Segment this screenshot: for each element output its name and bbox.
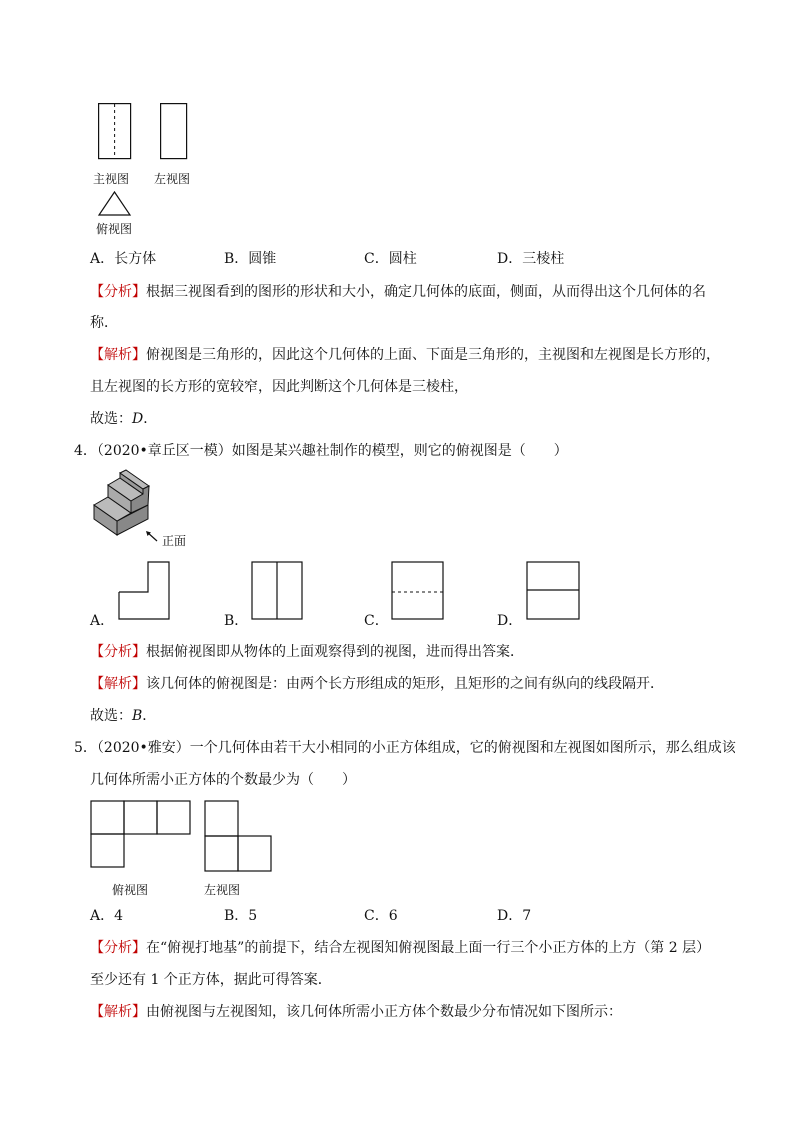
q5-analysis: 【分析】在“俯视打地基”的前提下，结合左视图知俯视图最上面一行三个小正方体的上方（第 2 层） [90,940,711,956]
solution-tag: 【解析】 [90,676,146,692]
analysis-tag: 【分析】 [90,644,146,660]
q3-front-view-figure [98,103,132,161]
q4-option-d-figure [526,561,582,621]
q3-analysis-cont: 称． [90,315,118,331]
q4-option-a-letter[interactable]: A． [90,613,115,629]
q3-top-view-label: 俯视图 [96,222,133,236]
q3-option-c[interactable]: C．圆柱 [364,251,417,267]
q3-left-view-figure [160,103,188,161]
q4-option-c-figure [391,561,445,621]
q4-analysis: 【分析】根据俯视图即从物体的上面观察得到的视图，进而得出答案． [90,644,524,660]
q5-solution: 【解析】由俯视图与左视图知，该几何体所需小正方体个数最少分布情况如下图所示： [90,1004,622,1020]
q3-left-view-label: 左视图 [154,172,191,186]
q5-option-c[interactable]: C．6 [364,908,398,924]
q4-option-b-letter[interactable]: B． [224,613,249,629]
q4-answer: 故选：B． [90,708,157,724]
q3-option-b[interactable]: B．圆锥 [224,251,277,267]
q5-analysis-cont: 至少还有 1 个正方体，据此可得答案． [90,972,332,988]
q3-solution-cont: 且左视图的长方形的宽较窄，因此判断这个几何体是三棱柱， [90,379,468,395]
q3-solution: 【解析】俯视图是三角形的，因此这个几何体的上面、下面是三角形的，主视图和左视图是长方形的， [90,347,720,363]
q3-option-d[interactable]: D．三棱柱 [497,251,565,267]
q4-option-b-figure [251,561,305,621]
solution-tag: 【解析】 [90,347,146,363]
q4-option-c-letter[interactable]: C． [364,613,389,629]
q3-answer: 故选：D． [90,411,158,427]
q5-top-view-figure [90,800,192,870]
q4-front-label: 正面 [162,534,187,548]
q5-option-a[interactable]: A．4 [90,908,124,924]
solution-tag: 【解析】 [90,1004,146,1020]
q5-stem-cont: 几何体所需小正方体的个数最少为（ ） [90,772,356,788]
q3-option-a[interactable]: A．长方体 [90,251,157,267]
q3-analysis: 【分析】根据三视图看到的图形的形状和大小，确定几何体的底面，侧面，从而得出这个几何体的名 [90,284,706,300]
q5-left-view-label: 左视图 [204,883,241,897]
q3-top-view-figure [98,191,132,217]
q5-left-view-figure [204,800,274,874]
analysis-tag: 【分析】 [90,284,146,300]
front-arrow-icon [145,530,159,542]
analysis-tag: 【分析】 [90,940,146,956]
q4-model-figure [92,472,154,538]
q4-stem: 4．（2020•章丘区一模）如图是某兴趣社制作的模型，则它的俯视图是（ ） [74,443,568,459]
q5-top-view-label: 俯视图 [112,883,149,897]
q5-option-b[interactable]: B．5 [224,908,258,924]
q5-option-d[interactable]: D．7 [497,908,532,924]
q4-solution: 【解析】该几何体的俯视图是：由两个长方形组成的矩形，且矩形的之间有纵向的线段隔开． [90,676,664,692]
q4-option-d-letter[interactable]: D． [497,613,523,629]
q5-stem: 5．（2020•雅安）一个几何体由若干大小相同的小正方体组成，它的俯视图和左视图如图所示，那么组成该 [74,740,736,756]
q4-option-a-figure [118,561,172,621]
q3-front-view-label: 主视图 [93,172,130,186]
